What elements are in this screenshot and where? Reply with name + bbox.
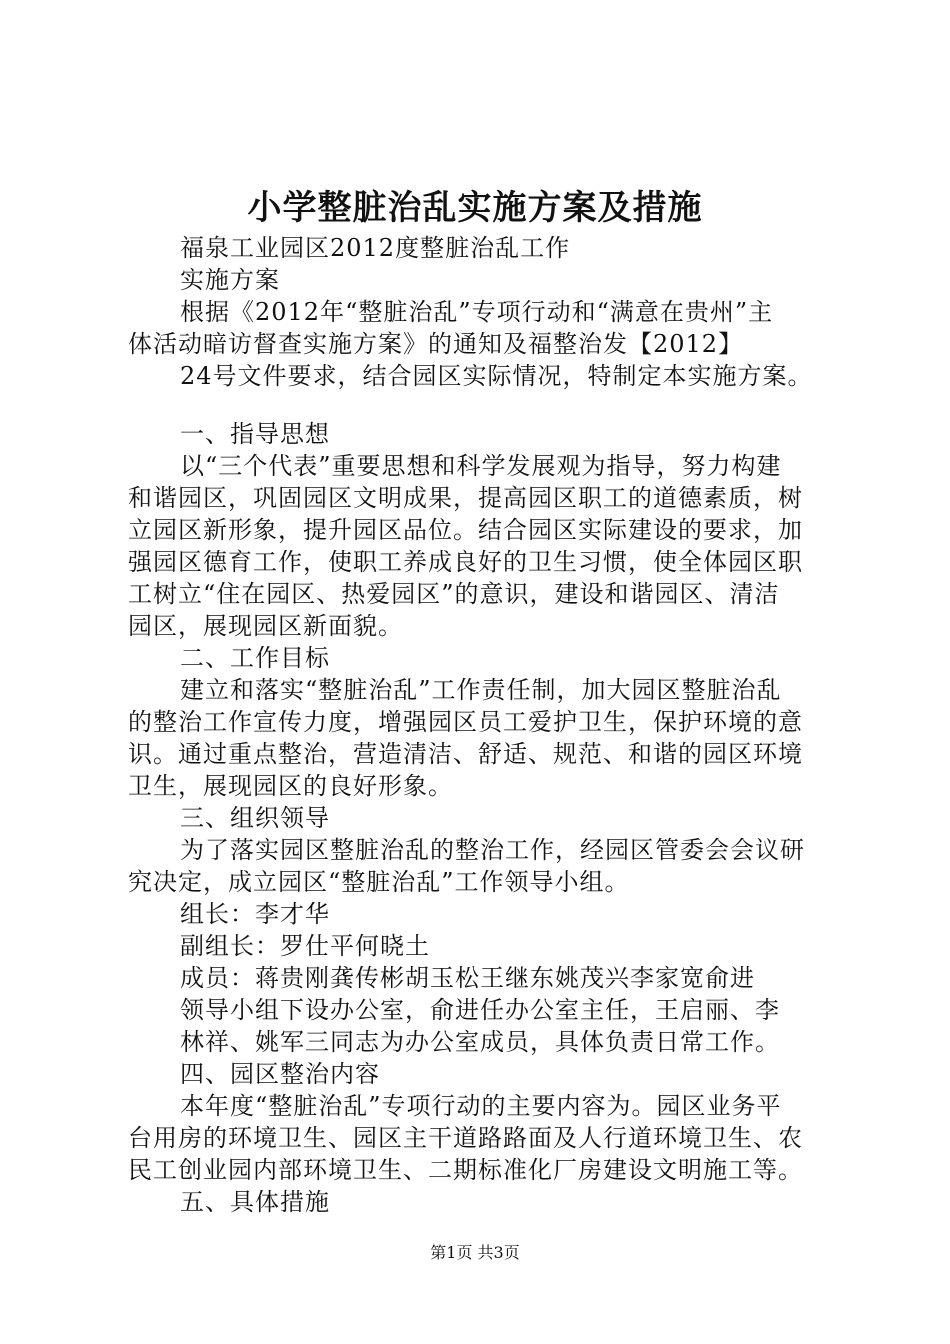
- section-heading: 二、工作目标: [180, 644, 330, 672]
- text-line: 为了落实园区整脏治乱的整治工作，经园区管委会会议研: [180, 836, 805, 864]
- text-line: 以“三个代表”重要思想和科学发展观为指导，努力构建: [180, 452, 782, 480]
- text-line: 民工创业园内部环境卫生、二期标准化厂房建设文明施工等。: [128, 1156, 803, 1184]
- paragraph-gap: [128, 392, 828, 418]
- page-number: 第1页 共3页: [430, 1243, 520, 1262]
- document-title: 小学整脏治乱实施方案及措施: [247, 188, 703, 228]
- section-heading: 一、指导思想: [180, 420, 330, 448]
- text-line: 识。通过重点整治，营造清洁、舒适、规范、和谐的园区环境: [128, 740, 803, 768]
- text-line: 实施方案: [180, 266, 280, 294]
- text-line: 体活动暗访督查实施方案》的通知及福整治发【2012】: [128, 330, 744, 358]
- section-heading: 三、组织领导: [180, 804, 330, 832]
- text-line: 24号文件要求，结合园区实际情况，特制定本实施方案。: [180, 362, 813, 390]
- text-line: 强园区德育工作，使职工养成良好的卫生习惯，使全体园区职: [128, 548, 803, 576]
- text-line: 本年度“整脏治乱”专项行动的主要内容为。园区业务平: [180, 1092, 782, 1120]
- text-line: 工树立“住在园区、热爱园区”的意识，建设和谐园区、清洁: [128, 580, 780, 608]
- text-line: 林祥、姚军三同志为办公室成员，具体负责日常工作。: [180, 1028, 780, 1056]
- section-heading: 四、园区整治内容: [180, 1060, 380, 1088]
- text-line: 副组长：罗仕平何晓土: [180, 932, 430, 960]
- document-body: [128, 232, 828, 1218]
- text-line: 成员：蒋贵刚龚传彬胡玉松王继东姚茂兴李家宽俞进: [180, 964, 755, 992]
- text-line: 究决定，成立园区“整脏治乱”工作领导小组。: [128, 868, 630, 896]
- section-heading: 五、具体措施: [180, 1188, 330, 1216]
- text-line: 的整治工作宣传力度，增强园区员工爱护卫生，保护环境的意: [128, 708, 803, 736]
- text-line: 台用房的环境卫生、园区主干道路路面及人行道环境卫生、农: [128, 1124, 803, 1152]
- text-line: 福泉工业园区2012度整脏治乱工作: [180, 234, 571, 262]
- text-line: 根据《2012年“整脏治乱”专项行动和“满意在贵州”主: [180, 298, 774, 326]
- text-line: 建立和落实“整脏治乱”工作责任制，加大园区整脏治乱: [180, 676, 782, 704]
- text-line: 和谐园区，巩固园区文明成果，提高园区职工的道德素质，树: [128, 484, 803, 512]
- text-line: 卫生，展现园区的良好形象。: [128, 772, 453, 800]
- text-line: 组长：李才华: [180, 900, 330, 928]
- text-line: 园区，展现园区新面貌。: [128, 612, 403, 640]
- text-line: 立园区新形象，提升园区品位。结合园区实际建设的要求，加: [128, 516, 803, 544]
- text-line: 领导小组下设办公室，俞进任办公室主任，王启丽、李: [180, 996, 780, 1024]
